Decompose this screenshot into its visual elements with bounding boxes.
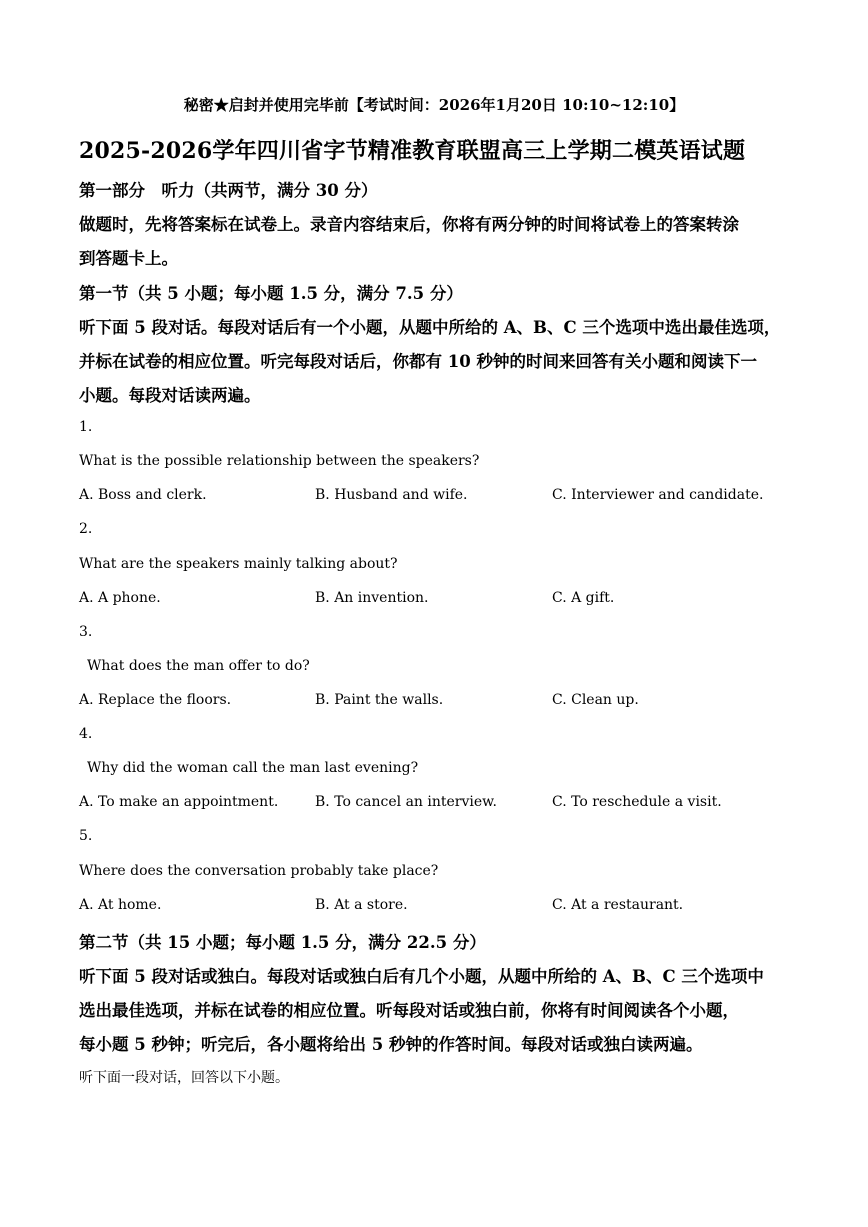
option-b: B. At a store.: [315, 897, 408, 913]
question-text: Where does the conversation probably take place?: [79, 863, 439, 879]
question-number: 4.: [79, 726, 93, 742]
section2-instruction-line: 每小题 5 秒钟；听完后，各小题将给出 5 秒钟的作答时间。每段对话或独白读两遍。: [79, 1035, 703, 1054]
exam-title: 2025-2026学年四川省字节精准教育联盟高三上学期二模英语试题: [79, 138, 746, 164]
option-c: C. Clean up.: [552, 692, 639, 708]
question-text: Why did the woman call the man last evening?: [87, 760, 419, 776]
section2-heading: 第二节（共 15 小题；每小题 1.5 分，满分 22.5 分）: [79, 933, 486, 952]
option-a: A. At home.: [79, 897, 162, 913]
question-text: What does the man offer to do?: [87, 658, 310, 674]
section2-instruction-line: 听下面 5 段对话或独白。每段对话或独白后有几个小题，从题中所给的 A、B、C 三个选项中: [79, 967, 764, 986]
option-a: A. To make an appointment.: [79, 794, 279, 810]
option-b: B. To cancel an interview.: [315, 794, 497, 810]
option-c: C. At a restaurant.: [552, 897, 684, 913]
question-number: 3.: [79, 624, 93, 640]
section1-instruction-line: 小题。每段对话读两遍。: [79, 386, 261, 405]
option-b: B. Paint the walls.: [315, 692, 444, 708]
question-text: What is the possible relationship between the speakers?: [79, 453, 480, 469]
option-b: B. An invention.: [315, 590, 429, 606]
question-number: 1.: [79, 419, 93, 435]
option-a: A. Boss and clerk.: [79, 487, 207, 503]
section1-heading: 第一节（共 5 小题；每小题 1.5 分，满分 7.5 分）: [79, 284, 463, 303]
part1-instruction-line: 做题时，先将答案标在试卷上。录音内容结束后，你将有两分钟的时间将试卷上的答案转涂: [79, 215, 739, 234]
option-c: C. A gift.: [552, 590, 615, 606]
section2-subheading: 听下面一段对话，回答以下小题。: [79, 1070, 289, 1086]
question-number: 2.: [79, 521, 93, 537]
option-a: A. A phone.: [79, 590, 161, 606]
part1-heading: 第一部分 听力（共两节，满分 30 分）: [79, 181, 378, 200]
confidential-header: 秘密★启封并使用完毕前【考试时间：2026年1月20日 10:10~12:10】: [183, 96, 685, 114]
option-a: A. Replace the floors.: [79, 692, 232, 708]
option-c: C. To reschedule a visit.: [552, 794, 722, 810]
option-c: C. Interviewer and candidate.: [552, 487, 764, 503]
section2-instruction-line: 选出最佳选项，并标在试卷的相应位置。听每段对话或独白前，你将有时间阅读各个小题，: [79, 1001, 739, 1020]
question-number: 5.: [79, 828, 93, 844]
option-b: B. Husband and wife.: [315, 487, 468, 503]
section1-instruction-line: 并标在试卷的相应位置。听完每段对话后，你都有 10 秒钟的时间来回答有关小题和阅读下一: [79, 352, 757, 371]
section1-instruction-line: 听下面 5 段对话。每段对话后有一个小题，从题中所给的 A、B、C 三个选项中选出最佳选项，: [79, 318, 781, 337]
question-text: What are the speakers mainly talking about?: [79, 556, 398, 572]
part1-instruction-line: 到答题卡上。: [79, 249, 178, 268]
